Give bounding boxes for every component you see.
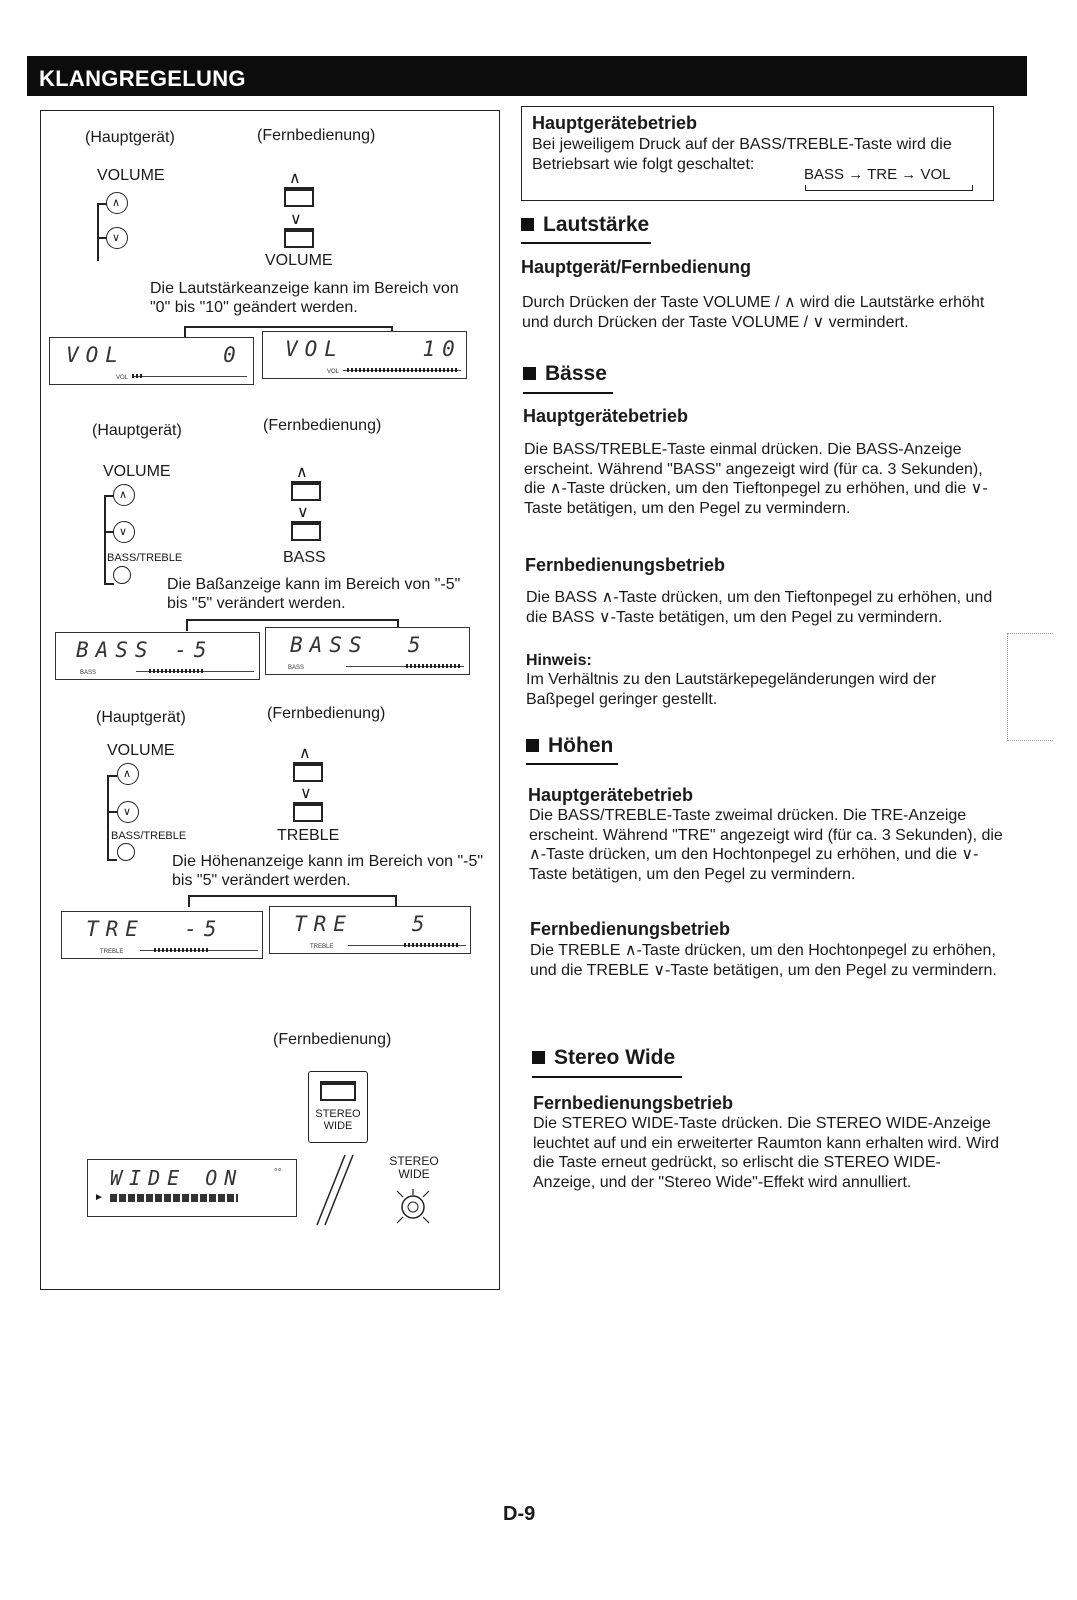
treble-display-min bbox=[61, 911, 263, 959]
connector-line bbox=[188, 895, 190, 907]
note-text: Im Verhältnis zu den Lautstärkepegeländerungen wird der Baßpegel geringer gestellt. bbox=[526, 671, 937, 708]
knob-bracket-tick bbox=[107, 811, 117, 813]
section-heading-stereo-wide: Stereo Wide bbox=[532, 1046, 675, 1070]
remote-volume-label: VOLUME bbox=[265, 252, 333, 269]
section-heading-volume: Lautstärke bbox=[521, 213, 649, 237]
display-text: VOL 0 bbox=[66, 343, 243, 367]
connector-line bbox=[184, 326, 392, 328]
display-tag: BASS bbox=[80, 670, 97, 676]
cycle-sequence bbox=[804, 166, 950, 183]
stereo-wide-knob-icon[interactable] bbox=[391, 1187, 435, 1227]
display-tag: TREBLE bbox=[310, 944, 334, 950]
bass-remote-sub-heading: Fernbedienungsbetrieb bbox=[525, 555, 726, 575]
volume-up-knob[interactable] bbox=[106, 192, 128, 214]
page-tab-marker bbox=[1007, 633, 1053, 741]
knob-bracket-line bbox=[104, 495, 106, 585]
connector-line bbox=[186, 619, 188, 631]
stereo-indicator-icon: ◦◦ bbox=[274, 1164, 282, 1176]
remote-treble-up-button[interactable] bbox=[293, 762, 323, 782]
remote-treble-label: TREBLE bbox=[277, 827, 340, 844]
remote-bass-up-button[interactable] bbox=[291, 481, 321, 501]
bass-main-sub-heading: Hauptgerätebetrieb bbox=[523, 406, 689, 426]
caret-down-icon: ∨ bbox=[119, 526, 128, 538]
unit-stereo-wide-label: STEREO WIDE bbox=[389, 1154, 439, 1181]
heading-underline bbox=[521, 242, 651, 244]
bass-display-min bbox=[55, 632, 260, 680]
caret-up-icon: ∧ bbox=[123, 768, 132, 780]
level-indicator bbox=[132, 374, 142, 378]
bass-volume-up-knob[interactable] bbox=[113, 484, 135, 506]
display-tag: TREBLE bbox=[100, 949, 124, 955]
volume-knob-label: VOLUME bbox=[97, 167, 165, 184]
square-bullet-icon bbox=[521, 218, 534, 231]
display-text: BASS 5 bbox=[290, 633, 428, 657]
bass-treble-knob[interactable] bbox=[117, 843, 135, 861]
level-meter bbox=[110, 1194, 238, 1202]
volume-remote-label: (Fernbedienung) bbox=[257, 127, 376, 144]
connector-line bbox=[186, 619, 398, 621]
volume-display-max bbox=[262, 331, 467, 379]
treble-volume-up-knob[interactable] bbox=[117, 763, 139, 785]
level-indicator bbox=[404, 943, 460, 947]
section-heading-treble: Höhen bbox=[526, 734, 613, 758]
treble-remote-sub-text: Die TREBLE ∧-Taste drücken, um den Hochtonpegel zu erhöhen, und die TREBLE ∨-Taste betätigen, um den Pegel zu vermindern. bbox=[530, 942, 997, 979]
caret-up-icon: ∧ bbox=[112, 197, 121, 209]
volume-sub-heading: Hauptgerät/Fernbedienung bbox=[521, 257, 752, 277]
display-text: TRE 5 bbox=[294, 912, 432, 936]
knob-bracket-line bbox=[107, 775, 109, 861]
section-title-bar bbox=[27, 56, 1027, 96]
wide-display bbox=[87, 1159, 297, 1217]
square-bullet-icon bbox=[526, 739, 539, 752]
treble-display-max bbox=[269, 906, 471, 954]
caret-down-icon: ∨ bbox=[123, 806, 132, 818]
square-bullet-icon bbox=[532, 1051, 545, 1064]
arrow-right-icon: → bbox=[901, 166, 921, 183]
bass-remote-sub-text: Die BASS ∧-Taste drücken, um den Tieftonpegel zu erhöhen, und die BASS ∨-Taste betätigen, um den Pegel zu vermindern. bbox=[526, 589, 993, 626]
bass-remote-label: (Fernbedienung) bbox=[263, 417, 382, 434]
remote-bass-down-button[interactable] bbox=[291, 521, 321, 541]
bass-treble-knob-label: BASS/TREBLE bbox=[107, 552, 183, 564]
volume-range-description: Die Lautstärkeanzeige kann im Bereich von "0" bis "10" geändert werden. bbox=[150, 280, 459, 316]
level-indicator bbox=[154, 948, 210, 952]
treble-remote-label: (Fernbedienung) bbox=[267, 705, 386, 722]
caret-down-icon: ∨ bbox=[300, 785, 312, 802]
remote-volume-down-button[interactable] bbox=[284, 228, 314, 248]
knob-bracket-line bbox=[97, 203, 99, 261]
note-title: Hinweis: bbox=[526, 652, 592, 669]
caret-up-icon: ∧ bbox=[119, 489, 128, 501]
remote-treble-down-button[interactable] bbox=[293, 802, 323, 822]
display-text: TRE -5 bbox=[86, 917, 224, 941]
remote-volume-up-button[interactable] bbox=[284, 187, 314, 207]
cycle-step: BASS bbox=[804, 166, 845, 183]
wide-remote-sub-text: Die STEREO WIDE-Taste drücken. Die STEREO WIDE-Anzeige leuchtet auf und ein erweiterter Raumton kann erhalten wird. Wird die Taste erneut gedrückt, so erlischt die STEREO WIDE-Anzeige, und der "Stereo Wide"-Effekt wird annulliert. bbox=[533, 1115, 1000, 1191]
display-text: VOL 10 bbox=[285, 337, 462, 361]
illustration-panel bbox=[40, 110, 500, 1290]
heading-underline bbox=[532, 1076, 682, 1078]
wide-remote-sub-heading: Fernbedienungsbetrieb bbox=[533, 1093, 734, 1113]
bass-volume-label: VOLUME bbox=[103, 463, 171, 480]
play-indicator-icon: ► bbox=[94, 1192, 104, 1203]
caret-down-icon: ∨ bbox=[290, 211, 302, 228]
page-number: D-9 bbox=[503, 1503, 536, 1525]
connector-line bbox=[188, 895, 396, 897]
bass-display-max bbox=[265, 627, 470, 675]
remote-stereo-wide-button[interactable] bbox=[308, 1071, 368, 1143]
button-face bbox=[320, 1081, 356, 1101]
treble-main-sub-text: Die BASS/TREBLE-Taste zweimal drücken. Die TRE-Anzeige erscheint. Während "TRE" angezeigt wird (für ca. 3 Sekunden), die ∧-Taste drücken, um den Hochtonpegel zu erhöhen, und die ∨-Taste betätigen, um den Pegel zu vermindern. bbox=[529, 807, 1003, 883]
bass-range-description: Die Baßanzeige kann im Bereich von "-5" bis "5" verändert werden. bbox=[167, 576, 461, 612]
caret-up-icon: ∧ bbox=[299, 745, 311, 762]
display-text: WIDE ON bbox=[110, 1166, 244, 1190]
level-scale bbox=[132, 376, 247, 377]
volume-display-min bbox=[49, 337, 254, 385]
display-text: BASS -5 bbox=[76, 638, 214, 662]
section-heading-bass: Bässe bbox=[523, 362, 607, 386]
knob-bracket-tick bbox=[107, 775, 117, 777]
treble-remote-sub-heading: Fernbedienungsbetrieb bbox=[530, 919, 731, 939]
knob-bracket-tick bbox=[107, 859, 117, 861]
treble-range-description: Die Höhenanzeige kann im Bereich von "-5" bis "5" verändert werden. bbox=[172, 853, 484, 889]
caret-up-icon: ∧ bbox=[296, 464, 308, 481]
caret-down-icon: ∨ bbox=[297, 504, 309, 521]
cycle-step: TRE bbox=[867, 166, 898, 183]
wide-remote-label: (Fernbedienung) bbox=[273, 1031, 392, 1048]
treble-volume-label: VOLUME bbox=[107, 742, 175, 759]
heading-underline bbox=[523, 392, 613, 394]
remote-bass-label: BASS bbox=[283, 549, 326, 566]
treble-main-unit-label: (Hauptgerät) bbox=[96, 709, 186, 726]
level-indicator bbox=[149, 669, 205, 673]
level-indicator bbox=[347, 368, 459, 372]
section-title: KLANGREGELUNG bbox=[39, 66, 246, 91]
heading-underline bbox=[526, 763, 618, 765]
display-tag: VOL bbox=[327, 369, 340, 375]
bass-main-sub-text: Die BASS/TREBLE-Taste einmal drücken. Die BASS-Anzeige erscheint. Während "BASS" angezeigt wird (für ca. 3 Sekunden), die ∧-Taste drücken, um den Tieftonpegel zu erhöhen, und die ∨-Taste betätigen, um den Pegel zu vermindern. bbox=[524, 441, 988, 517]
treble-volume-down-knob[interactable] bbox=[117, 801, 139, 823]
cycle-return-line bbox=[805, 185, 973, 191]
bass-treble-knob[interactable] bbox=[113, 566, 131, 584]
display-tag: VOL bbox=[116, 375, 129, 381]
volume-main-unit-label: (Hauptgerät) bbox=[85, 129, 175, 146]
display-tag: BASS bbox=[288, 665, 305, 671]
square-bullet-icon bbox=[523, 367, 536, 380]
cycle-info-box bbox=[521, 106, 994, 201]
caret-up-icon: ∧ bbox=[289, 170, 301, 187]
bass-treble-knob-label: BASS/TREBLE bbox=[111, 830, 187, 842]
knob-bracket-tick bbox=[104, 583, 114, 585]
caret-down-icon: ∨ bbox=[112, 232, 121, 244]
volume-down-knob[interactable] bbox=[106, 227, 128, 249]
cycle-heading: Hauptgerätebetrieb bbox=[532, 113, 698, 133]
arrow-right-icon: → bbox=[848, 166, 868, 183]
treble-main-sub-heading: Hauptgerätebetrieb bbox=[528, 785, 694, 805]
stereo-wide-button-label: STEREO WIDE bbox=[315, 1108, 361, 1132]
cycle-step: VOL bbox=[920, 166, 951, 183]
volume-sub-text: Durch Drücken der Taste VOLUME / ∧ wird die Lautstärke erhöht und durch Drücken der Taste VOLUME / ∨ vermindert. bbox=[522, 294, 985, 331]
bass-main-unit-label: (Hauptgerät) bbox=[92, 422, 182, 439]
slash-separator-icon bbox=[311, 1151, 355, 1229]
cycle-text: Bei jeweiligem Druck auf der BASS/TREBLE-Taste wird die Betriebsart wie folgt geschaltet: bbox=[532, 136, 952, 173]
level-indicator bbox=[406, 664, 462, 668]
bass-volume-down-knob[interactable] bbox=[113, 521, 135, 543]
